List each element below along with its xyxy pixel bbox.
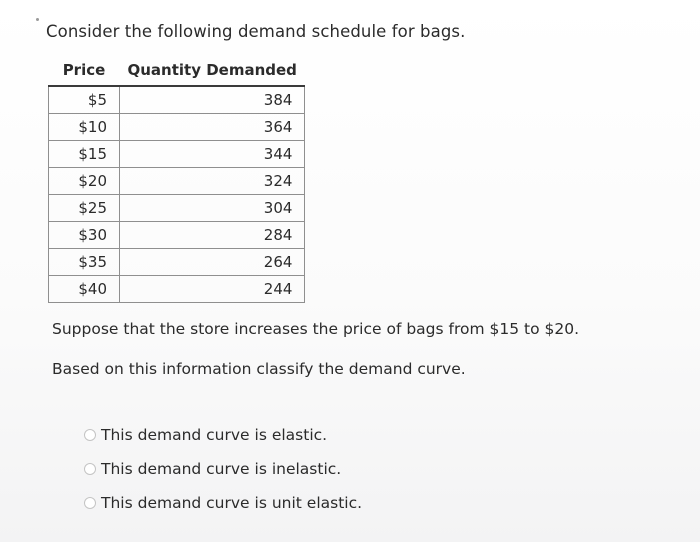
price-cell: $15 (49, 141, 120, 168)
table-header-row (49, 55, 305, 86)
price-cell: $20 (49, 168, 120, 195)
option-inelastic[interactable] (84, 452, 362, 486)
quantity-column-header: Quantity Demanded (120, 55, 305, 86)
table-row (49, 195, 305, 222)
answer-options (84, 418, 362, 520)
quantity-cell: 284 (120, 222, 305, 249)
radio-button[interactable] (84, 497, 96, 509)
option-elastic[interactable] (84, 418, 362, 452)
table-row (49, 141, 305, 168)
quantity-cell: 384 (120, 86, 305, 114)
quantity-cell: 364 (120, 114, 305, 141)
quantity-cell: 344 (120, 141, 305, 168)
option-label: This demand curve is elastic. (101, 426, 328, 444)
table-row (49, 114, 305, 141)
option-label: This demand curve is inelastic. (101, 460, 342, 478)
quantity-cell: 264 (120, 249, 305, 276)
radio-button[interactable] (84, 463, 96, 475)
price-cell: $30 (49, 222, 120, 249)
price-cell: $40 (49, 276, 120, 303)
option-label: This demand curve is unit elastic. (101, 494, 363, 512)
price-cell: $5 (49, 86, 120, 114)
price-cell: $35 (49, 249, 120, 276)
price-cell: $10 (49, 114, 120, 141)
quantity-cell: 324 (120, 168, 305, 195)
table-row (49, 86, 305, 114)
radio-button[interactable] (84, 429, 96, 441)
table-row (49, 276, 305, 303)
table-row (49, 168, 305, 195)
scenario-text: Suppose that the store increases the price of bags from $15 to $20. (52, 320, 580, 338)
table-row (49, 249, 305, 276)
question-prompt: Based on this information classify the demand curve. (52, 360, 466, 378)
table-row (49, 222, 305, 249)
bullet-dot (36, 18, 39, 21)
question-intro: Consider the following demand schedule for bags. (46, 22, 466, 41)
price-column-header: Price (49, 55, 120, 86)
quantity-cell: 304 (120, 195, 305, 222)
option-unit-elastic[interactable] (84, 486, 362, 520)
demand-schedule-table (48, 55, 305, 303)
price-cell: $25 (49, 195, 120, 222)
quantity-cell: 244 (120, 276, 305, 303)
